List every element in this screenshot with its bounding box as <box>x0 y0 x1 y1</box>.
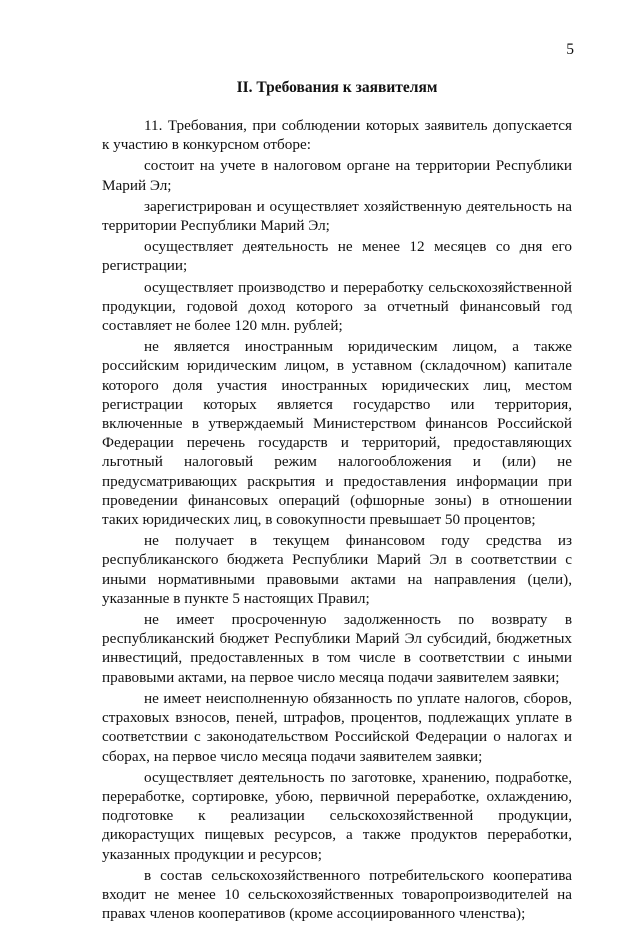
paragraph-processing-activity: осуществляет деятельность по заготовке, хранению, подработке, переработке, сортировке, убою, первичной переработке, охлаждению, подготовке к реализации сельскохозяйственной продукции, дикорастущих пищевых ресурсов, а также продуктов переработки, указанных продукции и ресурсов; <box>102 768 572 863</box>
paragraph-no-overdue-debt: не имеет просроченную задолженность по возврату в республиканский бюджет Республики Марий Эл субсидий, бюджетных инвестиций, предоставленных в том числе в соответствии с иными правовыми актами, на первое число месяца подачи заявителем заявки; <box>102 611 572 686</box>
paragraph-activity-duration: осуществляет деятельность не менее 12 месяцев со дня его регистрации; <box>102 238 572 275</box>
paragraph-requirements-intro: 11. Требования, при соблюдении которых заявитель допускается к участию в конкурсном отборе: <box>102 117 572 154</box>
paragraph-no-budget-funds: не получает в текущем финансовом году средства из республиканского бюджета Республики Марий Эл в соответствии с иными нормативными правовыми актами на направления (цели), указанные в пункте 5 настоящих Правил; <box>102 532 572 607</box>
paragraph-not-foreign-entity: не является иностранным юридическим лицом, а также российским юридическим лицом, в уставном (складочном) капитале которого доля участия иностранных юридических лиц, местом регистрации которых является государство или территория, включенные в утверждаемый Министерством финансов Российской Федерации перечень государств и территорий, предоставляющих льготный налоговый режим налогообложения и (или) не предусматривающих раскрытия и предоставления информации при проведении финансовых операций (офшорные зоны) в отношении таких юридических лиц, в совокупности превышает 50 процентов; <box>102 338 572 529</box>
paragraph-no-tax-obligation: не имеет неисполненную обязанность по уплате налогов, сборов, страховых взносов, пеней, штрафов, процентов, подлежащих уплате в соответствии с законодательством Российской Федерации о налогах и сборах, на первое число месяца подачи заявителем заявки; <box>102 689 572 765</box>
page-number: 5 <box>566 41 574 58</box>
paragraph-cooperative-members: в состав сельскохозяйственного потребительского кооператива входит не менее 10 сельскохозяйственных товаропроизводителей на правах членов кооперативов (кроме ассоциированного членства); <box>102 866 572 923</box>
paragraph-production-income: осуществляет производство и переработку сельскохозяйственной продукции, годовой доход которого за отчетный финансовый год составляет не более 120 млн. рублей; <box>102 278 572 335</box>
paragraph-registered-activity: зарегистрирован и осуществляет хозяйственную деятельность на территории Республики Марий Эл; <box>102 197 572 235</box>
document-body <box>102 116 572 925</box>
section-heading: II. Требования к заявителям <box>236 79 438 96</box>
paragraph-tax-registration: состоит на учете в налоговом органе на территории Республики Марий Эл; <box>102 157 572 194</box>
